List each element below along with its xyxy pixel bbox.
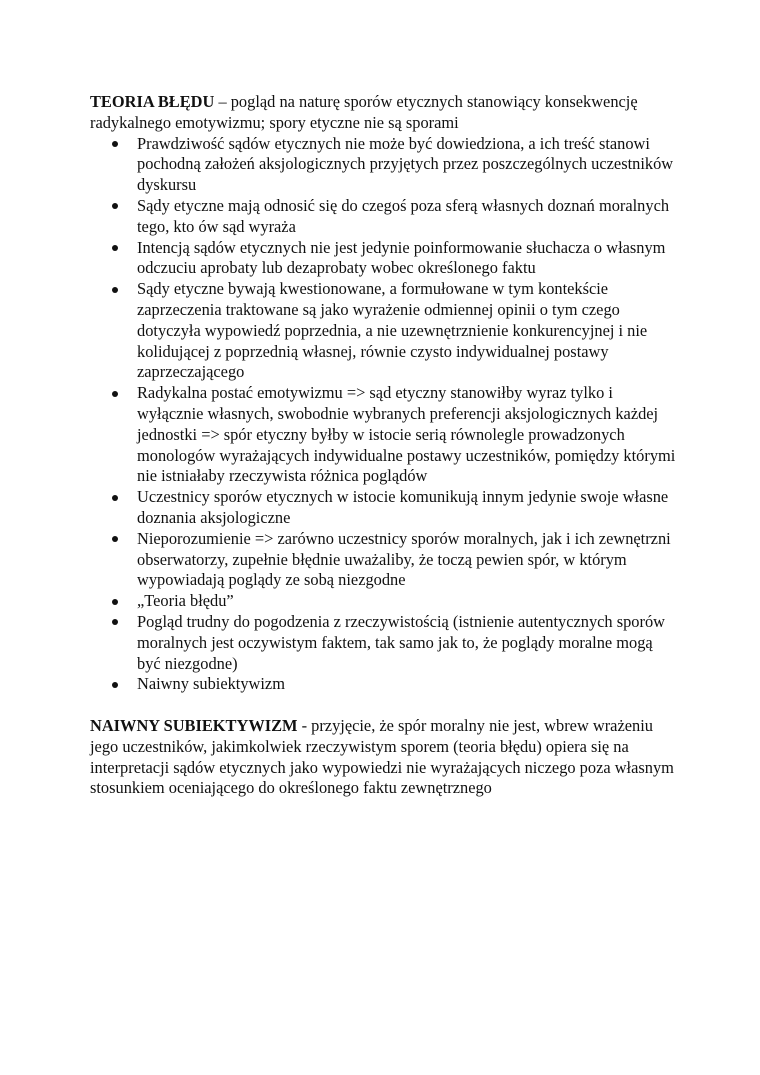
bullet-item: Uczestnicy sporów etycznych w istocie komunikują innym jedynie swoje własne doznania aksjologiczne <box>137 487 680 529</box>
bullet-item: Pogląd trudny do pogodzenia z rzeczywistością (istnienie autentycznych sporów moralnych jest oczywistym faktem, tak samo jak to, że poglądy moralne mogą być niezgodne) <box>137 612 680 674</box>
term-naiwny-subiektywizm: NAIWNY SUBIEKTYWIZM <box>90 715 298 735</box>
bullet-item: Sądy etyczne bywają kwestionowane, a formułowane w tym kontekście zaprzeczenia traktowane są jako wyrażenie odmiennej opinii o tym czego dotyczyła wypowiedź poprzednia, a nie uzewnętrznienie konkurencyjnej i nie kolidującej z poprzednią własnej, równie czysto indywidualnej postawy zaprzeczającego <box>137 279 680 383</box>
teoria-bledu-definition <box>90 92 680 134</box>
bullet-item: Sądy etyczne mają odnosić się do czegoś poza sferą własnych doznań moralnych tego, kto ów sąd wyraża <box>137 196 680 238</box>
naiwny-subiektywizm-definition <box>90 716 680 799</box>
bullet-item: Prawdziwość sądów etycznych nie może być dowiedziona, a ich treść stanowi pochodną założeń aksjologicznych przyjętych przez poszczególnych uczestników dyskursu <box>137 134 680 196</box>
bullet-item: „Teoria błędu” <box>137 591 680 612</box>
term-teoria-bledu: TEORIA BŁĘDU <box>90 92 215 111</box>
bullet-item: Intencją sądów etycznych nie jest jedynie poinformowanie słuchacza o własnym odczuciu aprobaty lub dezaprobaty wobec określonego faktu <box>137 238 680 280</box>
bullet-item: Nieporozumienie => zarówno uczestnicy sporów moralnych, jak i ich zewnętrzni obserwatorzy, zupełnie błędnie uważaliby, że toczą pewien spór, w którym wypowiadają poglądy ze sobą niezgodne <box>137 529 680 591</box>
naiwny-subiektywizm-definition-text: - przyjęcie, że spór moralny nie jest, wbrew wrażeniu jego uczestników, jakimkolwiek rzeczywistym sporem (teoria błędu) opiera się na interpretacji sądów etycznych jako wypowiedzi nie wyrażających niczego poza własnym stosunkiem oceniającego do określonego faktu zewnętrznego <box>90 715 674 798</box>
bullet-item: Naiwny subiektywizm <box>137 674 680 695</box>
document-page <box>90 92 680 799</box>
bullet-item: Radykalna postać emotywizmu => sąd etyczny stanowiłby wyraz tylko i wyłącznie własnych, swobodnie wybranych preferencji aksjologicznych każdej jednostki => spór etyczny byłby w istocie serią równolegle prowadzonych monologów wyrażających indywidualne postawy uczestników, pomiędzy którymi nie istniałaby rzeczywista różnica poglądów <box>137 383 680 487</box>
teoria-bledu-bullet-list <box>90 134 680 696</box>
teoria-bledu-definition-text: – pogląd na naturę sporów etycznych stanowiący konsekwencję radykalnego emotywizmu; spory etyczne nie są sporami <box>90 92 638 132</box>
paragraph-gap <box>90 695 680 716</box>
